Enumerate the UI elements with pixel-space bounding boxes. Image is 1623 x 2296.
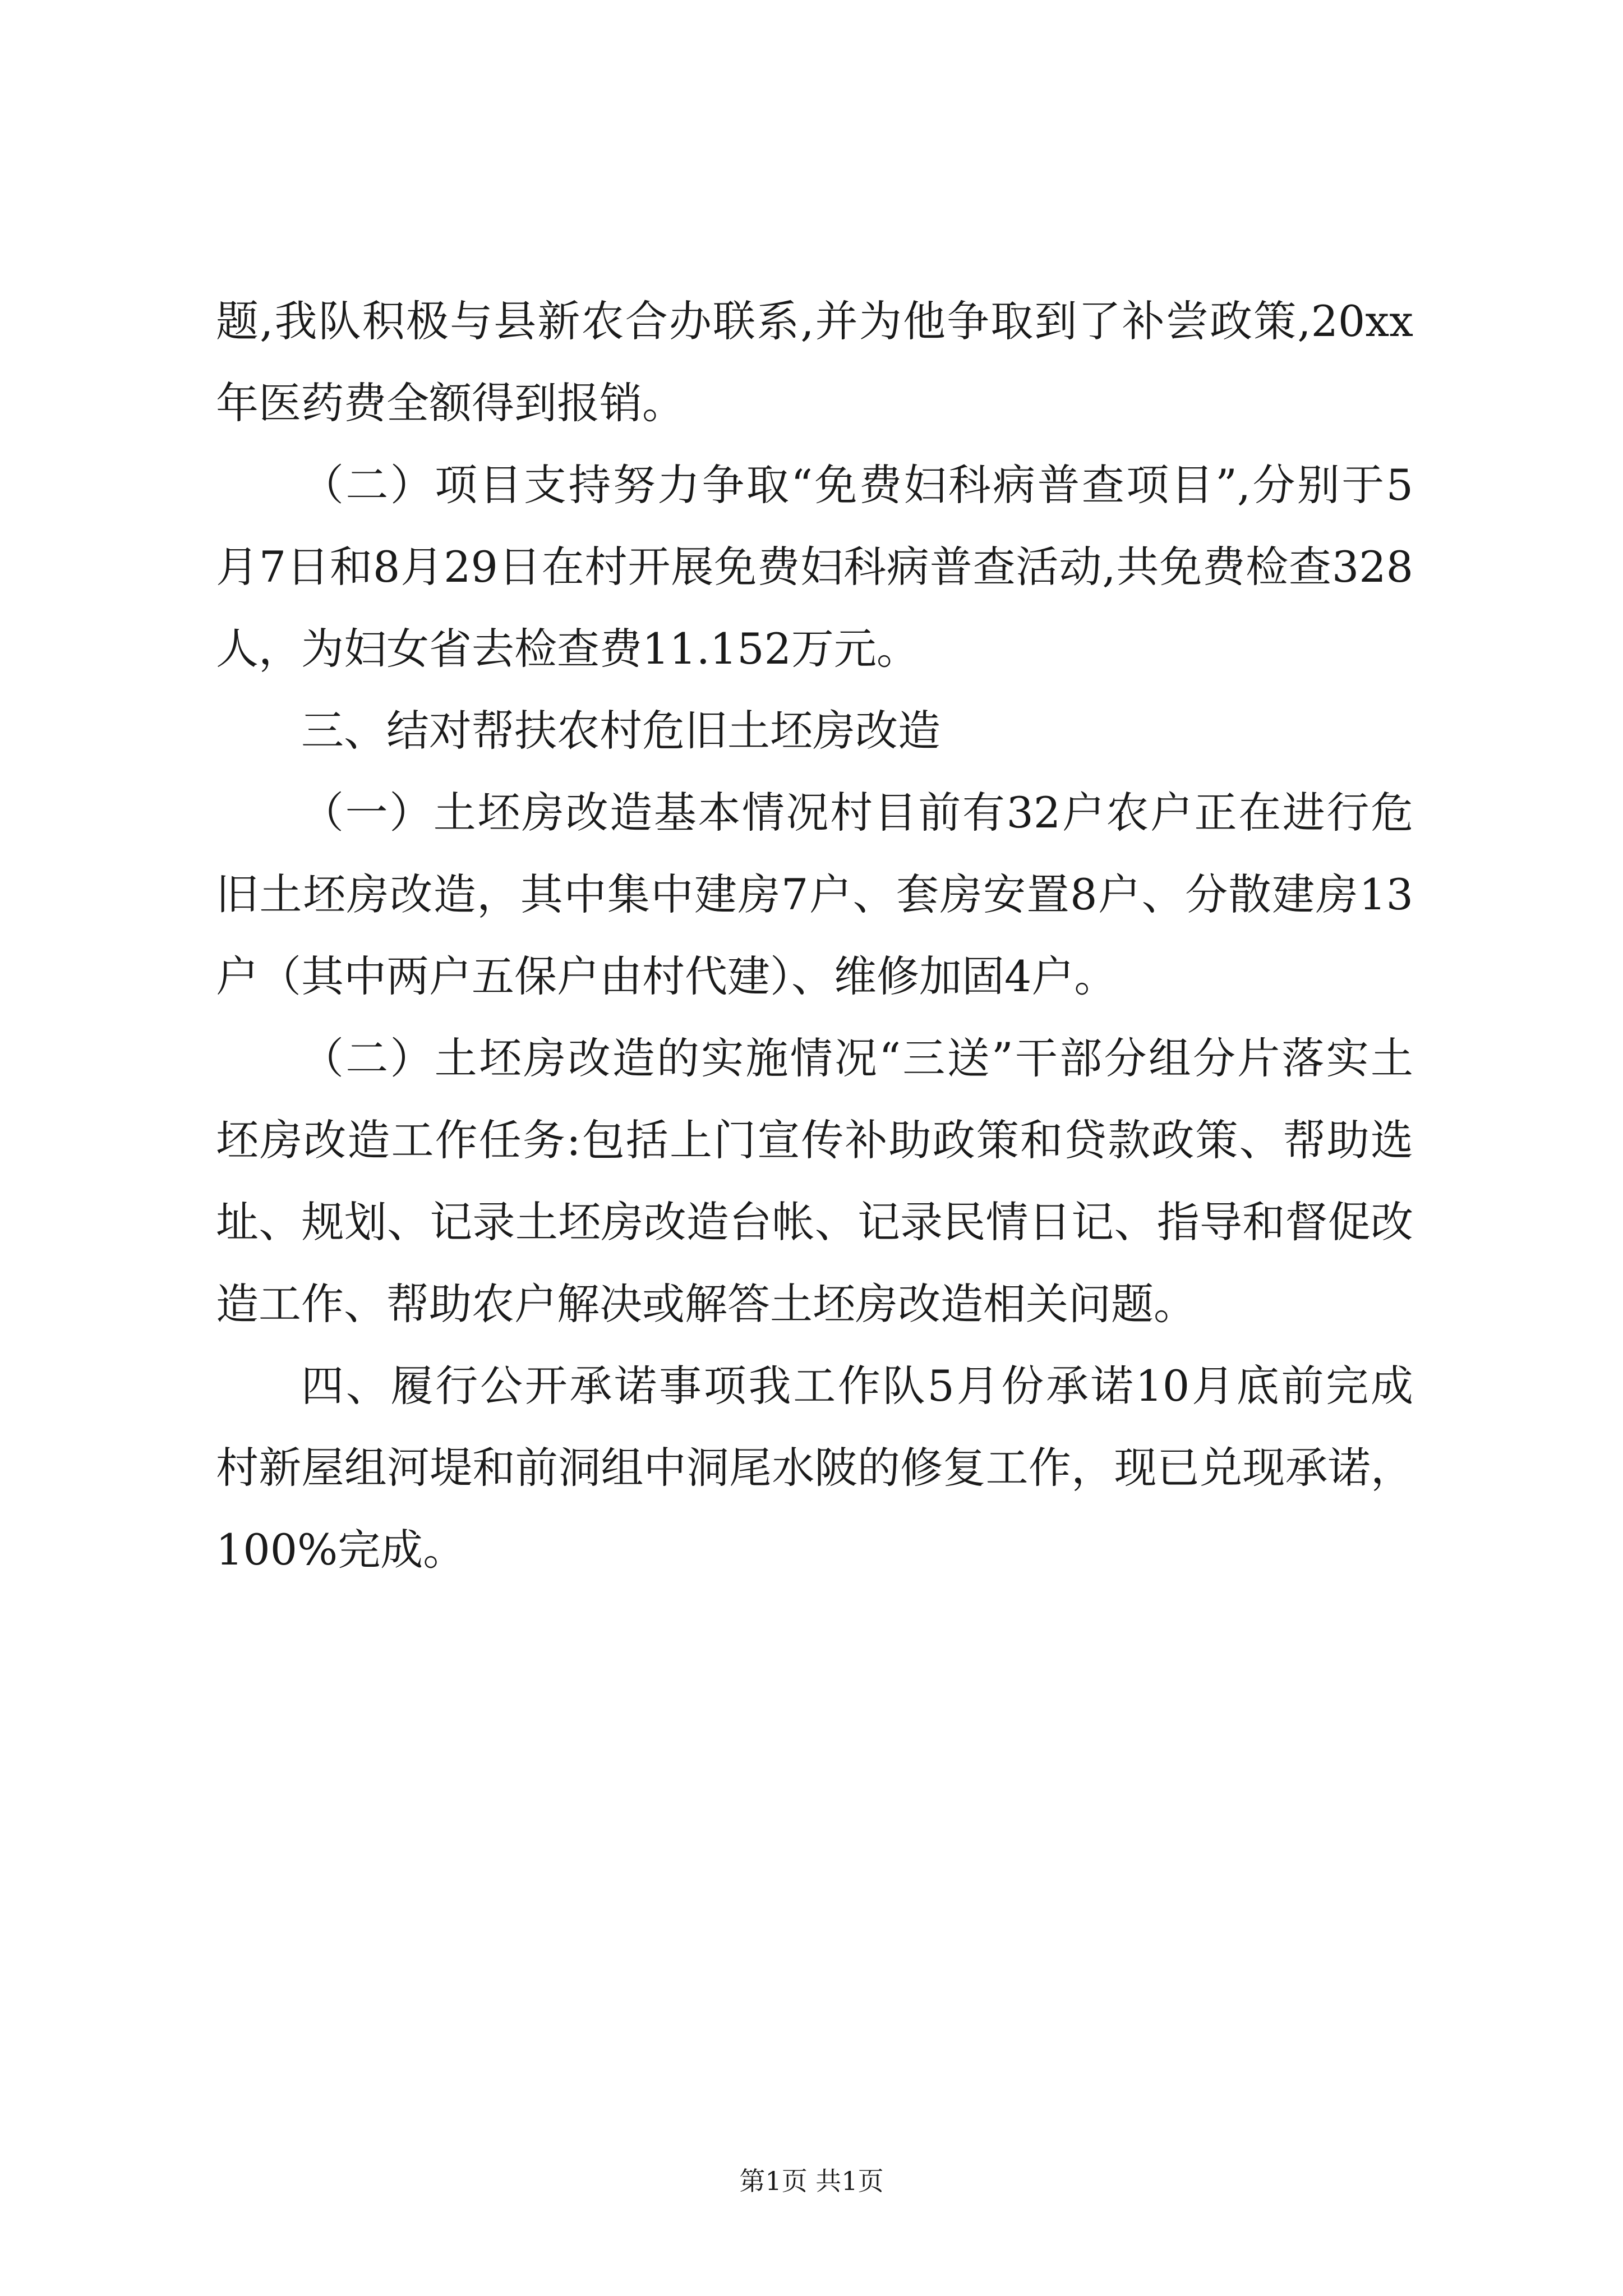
page-footer: 第1页 共1页	[739, 2166, 884, 2196]
text-line-14: 四、履行公开承诺事项我工作队5月份承诺10月底前完成	[301, 1361, 1413, 1411]
text-line-9: 户（其中两户五保户由村代建）、维修加固4户。	[216, 951, 1117, 1001]
text-line-16: 100%完成。	[216, 1525, 466, 1575]
text-line-10: （二）土坯房改造的实施情况“三送”干部分组分片落实土	[301, 1033, 1413, 1083]
text-line-11: 坯房改造工作任务:包括上门宣传补助政策和贷款政策、帮助选	[216, 1115, 1413, 1165]
text-line-15: 村新屋组河堤和前洞组中洞尾水陂的修复工作，现已兑现承诺，	[216, 1443, 1413, 1493]
section-heading-3: 三、结对帮扶农村危旧土坯房改造	[301, 706, 940, 756]
text-line-4: 月7日和8月29日在村开展免费妇科病普查活动,共免费检查328	[216, 542, 1413, 592]
text-line-7: （一）土坯房改造基本情况村目前有32户农户正在进行危	[301, 788, 1413, 838]
text-line-3: （二）项目支持努力争取“免费妇科病普查项目”,分别于5	[301, 460, 1413, 510]
text-line-8: 旧土坯房改造，其中集中建房7户、套房安置8户、分散建房13	[216, 869, 1413, 919]
text-line-13: 造工作、帮助农户解决或解答土坯房改造相关问题。	[216, 1279, 1196, 1329]
text-line-2: 年医药费全额得到报销。	[216, 378, 685, 428]
text-line-1: 题,我队积极与县新农合办联系,并为他争取到了补尝政策,20xx	[216, 296, 1413, 346]
document-body	[216, 280, 1413, 1591]
text-line-5: 人，为妇女省去检查费11.152万元。	[216, 624, 919, 674]
text-line-12: 址、规划、记录土坯房改造台帐、记录民情日记、指导和督促改	[216, 1197, 1413, 1247]
